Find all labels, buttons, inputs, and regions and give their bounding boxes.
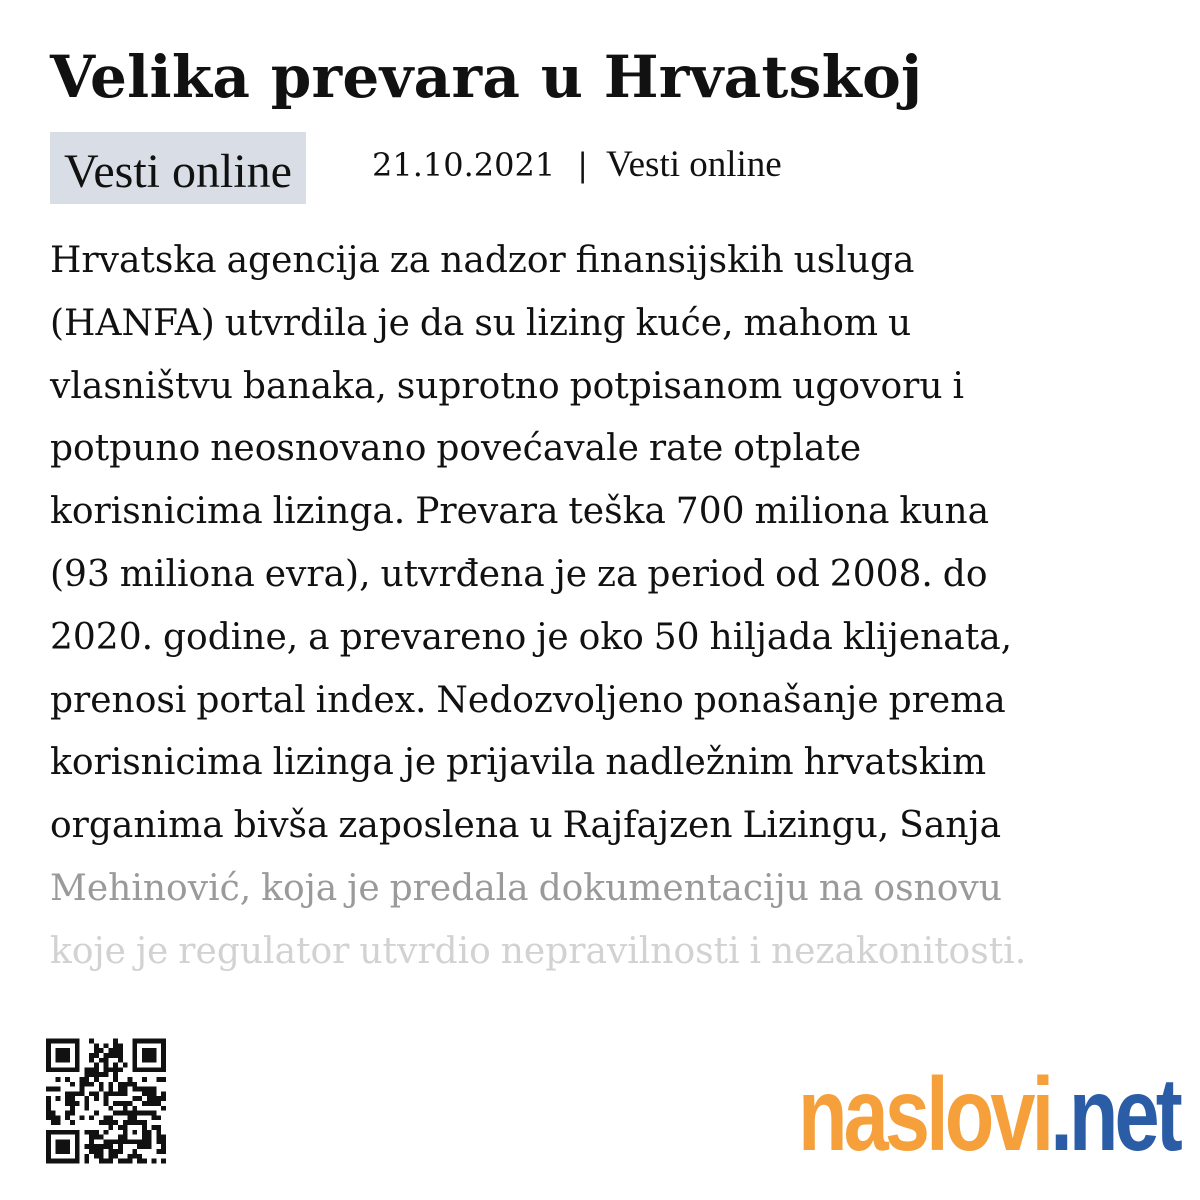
article-meta: [372, 142, 782, 188]
body-line: vlasništvu banaka, suprotno potpisanom ugovoru i: [50, 365, 964, 407]
body-line: potpuno neosnovano povećavale rate otplate: [50, 428, 862, 470]
body-line: (HANFA) utvrdila je da su lizing kuće, mahom u: [50, 302, 912, 344]
body-line-faded: Mehinović, koja je predala dokumentaciju na osnovu: [50, 867, 1002, 909]
logo-net: net: [1068, 1057, 1179, 1173]
body-line: korisnicima lizinga je prijavila nadležnim hrvatskim: [50, 742, 987, 784]
body-line: organima bivša zaposlena u Rajfajzen Lizingu, Sanja: [50, 805, 1002, 847]
body-line: prenosi portal index. Nedozvoljeno ponašanje prema: [50, 679, 1006, 721]
qr-code-icon[interactable]: [46, 1038, 166, 1164]
body-line-faded-more: koje je regulator utvrdio nepravilnosti i nezakonitosti.: [50, 930, 1027, 972]
logo-naslovi: naslovi: [798, 1057, 1051, 1173]
meta-separator: |: [577, 146, 588, 184]
body-line: Hrvatska agencija za nadzor finansijskih usluga: [50, 240, 915, 281]
article-body: [50, 230, 1160, 984]
logo-dot: .: [1050, 1057, 1069, 1173]
body-line: 2020. godine, a prevareno je oko 50 hiljada klijenata,: [50, 616, 1013, 658]
article-title: Velika prevara u Hrvatskoj: [50, 43, 923, 111]
body-line: (93 miliona evra), utvrđena je za period od 2008. do: [50, 553, 988, 595]
body-line: korisnicima lizinga. Prevara teška 700 miliona kuna: [50, 491, 990, 533]
naslovi-net-logo[interactable]: [798, 1057, 1179, 1173]
article-date: 21.10.2021: [372, 146, 556, 184]
article-source: Vesti online: [606, 144, 782, 185]
source-badge[interactable]: Vesti online: [50, 132, 306, 204]
